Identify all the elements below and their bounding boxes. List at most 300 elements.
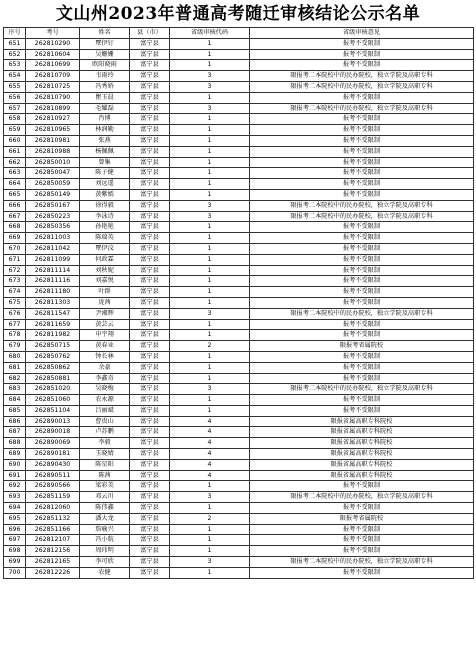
cell-name: 尹湘辉 [80, 308, 130, 319]
cell-exam-id: 262812107 [26, 535, 80, 546]
cell-opinion: 限报考二本院校中的民办院校，独立学院及高职专科 [250, 492, 474, 503]
cell-county: 富宁县 [130, 449, 170, 460]
cell-exam-id: 262811303 [26, 297, 80, 308]
cell-county: 富宁县 [130, 341, 170, 352]
header-opinion: 省级审核意见 [250, 28, 474, 39]
cell-name: 李可欣 [80, 557, 130, 568]
cell-name: 曹贵山 [80, 416, 130, 427]
cell-exam-id: 262890181 [26, 449, 80, 460]
cell-code: 1 [170, 351, 250, 362]
cell-name: 曾集 [80, 157, 130, 168]
cell-name: 李毅 [80, 438, 130, 449]
cell-code: 1 [170, 265, 250, 276]
cell-code: 4 [170, 427, 250, 438]
cell-seq: 693 [4, 492, 26, 503]
cell-opinion: 报考不受限制 [250, 546, 474, 557]
cell-county: 富宁县 [130, 535, 170, 546]
cell-county: 富宁县 [130, 524, 170, 535]
cell-exam-id: 262811180 [26, 287, 80, 298]
cell-opinion: 报考不受限制 [250, 405, 474, 416]
cell-code: 3 [170, 200, 250, 211]
cell-code: 3 [170, 492, 250, 503]
cell-seq: 665 [4, 189, 26, 200]
cell-exam-id: 262850047 [26, 168, 80, 179]
cell-name: 徐得毅 [80, 200, 130, 211]
cell-opinion: 报考不受限制 [250, 125, 474, 136]
document-title: 文山州2023年普通高考随迁审核结论公示名单 [55, 4, 421, 24]
cell-name: 农健 [80, 567, 130, 578]
cell-opinion: 报考不受限制 [250, 373, 474, 384]
cell-code: 4 [170, 449, 250, 460]
cell-opinion: 报考不受限制 [250, 330, 474, 341]
cell-name: 梁彩美 [80, 481, 130, 492]
cell-opinion: 限报考二本院校中的民办院校，独立学院及高职专科 [250, 384, 474, 395]
cell-county: 富宁县 [130, 351, 170, 362]
cell-name: 陈子健 [80, 168, 130, 179]
table-row [4, 287, 474, 298]
cell-seq: 674 [4, 287, 26, 298]
cell-seq: 689 [4, 449, 26, 460]
cell-exam-id: 262812226 [26, 567, 80, 578]
cell-name: 林润勤 [80, 125, 130, 136]
cell-seq: 686 [4, 416, 26, 427]
cell-exam-id: 262811547 [26, 308, 80, 319]
cell-opinion: 报考不受限制 [250, 276, 474, 287]
cell-seq: 681 [4, 362, 26, 373]
cell-code: 4 [170, 416, 250, 427]
cell-county: 富宁县 [130, 81, 170, 92]
cell-code: 1 [170, 535, 250, 546]
table-row [4, 254, 474, 265]
cell-seq: 691 [4, 470, 26, 481]
cell-county: 富宁县 [130, 503, 170, 514]
cell-seq: 672 [4, 265, 26, 276]
cell-exam-id: 262810790 [26, 92, 80, 103]
table-header [4, 28, 474, 39]
cell-county: 富宁县 [130, 416, 170, 427]
cell-seq: 664 [4, 179, 26, 190]
cell-county: 富宁县 [130, 243, 170, 254]
cell-exam-id: 262890511 [26, 470, 80, 481]
table-row [4, 92, 474, 103]
cell-name: 孙艳艳 [80, 222, 130, 233]
cell-seq: 696 [4, 524, 26, 535]
cell-opinion: 报考不受限制 [250, 49, 474, 60]
cell-opinion: 限报考二本院校中的民办院校，独立学院及高职专科 [250, 308, 474, 319]
cell-code: 4 [170, 459, 250, 470]
cell-seq: 667 [4, 211, 26, 222]
cell-exam-id: 262850010 [26, 157, 80, 168]
cell-opinion: 报考不受限制 [250, 265, 474, 276]
cell-exam-id: 262811116 [26, 276, 80, 287]
cell-name: 庞茜 [80, 297, 130, 308]
cell-exam-id: 262850862 [26, 362, 80, 373]
cell-county: 富宁县 [130, 319, 170, 330]
cell-county: 富宁县 [130, 125, 170, 136]
cell-name: 覃伊钉 [80, 38, 130, 49]
cell-exam-id: 262811042 [26, 243, 80, 254]
cell-exam-id: 262812156 [26, 546, 80, 557]
cell-opinion: 限报省属高职专科院校 [250, 438, 474, 449]
cell-opinion: 报考不受限制 [250, 481, 474, 492]
cell-name: 冯秀娇 [80, 81, 130, 92]
cell-exam-id: 262811114 [26, 265, 80, 276]
cell-name: 余豪 [80, 362, 130, 373]
cell-seq: 675 [4, 297, 26, 308]
cell-opinion: 限报考省属院校 [250, 341, 474, 352]
cell-county: 富宁县 [130, 200, 170, 211]
table-row [4, 265, 474, 276]
cell-exam-id: 262890069 [26, 438, 80, 449]
table-row [4, 351, 474, 362]
cell-exam-id: 262851060 [26, 395, 80, 406]
cell-county: 富宁县 [130, 297, 170, 308]
table-row [4, 557, 474, 568]
cell-code: 1 [170, 60, 250, 71]
cell-exam-id: 262810981 [26, 135, 80, 146]
cell-opinion: 报考不受限制 [250, 243, 474, 254]
cell-county: 富宁县 [130, 287, 170, 298]
cell-county: 富宁县 [130, 71, 170, 82]
cell-opinion: 报考不受限制 [250, 92, 474, 103]
cell-code: 1 [170, 395, 250, 406]
cell-opinion: 报考不受限制 [250, 524, 474, 535]
cell-opinion: 限报省属高职专科院校 [250, 449, 474, 460]
cell-county: 富宁县 [130, 135, 170, 146]
cell-seq: 684 [4, 395, 26, 406]
cell-county: 富宁县 [130, 481, 170, 492]
table-row [4, 395, 474, 406]
cell-code: 1 [170, 233, 250, 244]
table-row [4, 438, 474, 449]
cell-opinion: 限报考二本院校中的民办院校，独立学院及高职专科 [250, 103, 474, 114]
cell-county: 富宁县 [130, 114, 170, 125]
cell-county: 富宁县 [130, 92, 170, 103]
cell-exam-id: 262850167 [26, 200, 80, 211]
table-row [4, 503, 474, 514]
cell-name: 杨佩佩 [80, 146, 130, 157]
cell-name: 吴姗姗 [80, 49, 130, 60]
cell-name: 肖博 [80, 114, 130, 125]
cell-county: 富宁县 [130, 233, 170, 244]
cell-name: 覃伊汶 [80, 243, 130, 254]
table-row [4, 384, 474, 395]
table-row [4, 125, 474, 136]
cell-code: 1 [170, 157, 250, 168]
cell-name: 李泳诗 [80, 211, 130, 222]
header-row [4, 28, 474, 39]
cell-name: 刘秋妮 [80, 265, 130, 276]
cell-seq: 655 [4, 81, 26, 92]
cell-county: 富宁县 [130, 265, 170, 276]
header-code: 省级审核代码 [170, 28, 250, 39]
cell-county: 富宁县 [130, 146, 170, 157]
cell-name: 毛耀磊 [80, 103, 130, 114]
cell-code: 4 [170, 438, 250, 449]
cell-code: 3 [170, 308, 250, 319]
cell-exam-id: 262850881 [26, 373, 80, 384]
cell-seq: 698 [4, 546, 26, 557]
cell-exam-id: 262850059 [26, 179, 80, 190]
cell-county: 富宁县 [130, 384, 170, 395]
cell-seq: 656 [4, 92, 26, 103]
cell-code: 3 [170, 103, 250, 114]
table-body [4, 38, 474, 578]
cell-code: 1 [170, 179, 250, 190]
cell-county: 富宁县 [130, 492, 170, 503]
cell-exam-id: 262810290 [26, 38, 80, 49]
cell-opinion: 报考不受限制 [250, 567, 474, 578]
cell-county: 富宁县 [130, 330, 170, 341]
table-row [4, 60, 474, 71]
cell-county: 富宁县 [130, 567, 170, 578]
cell-seq: 680 [4, 351, 26, 362]
cell-county: 富宁县 [130, 222, 170, 233]
header-county: 县（市） [130, 28, 170, 39]
cell-county: 富宁县 [130, 470, 170, 481]
cell-county: 富宁县 [130, 427, 170, 438]
cell-name: 瞿玉晨 [80, 92, 130, 103]
cell-exam-id: 262850223 [26, 211, 80, 222]
cell-county: 富宁县 [130, 438, 170, 449]
cell-exam-id: 262810725 [26, 81, 80, 92]
cell-name: 陈瑞英 [80, 233, 130, 244]
cell-code: 1 [170, 567, 250, 578]
table-row [4, 49, 474, 60]
cell-name: 刘远遥 [80, 179, 130, 190]
cell-exam-id: 262850149 [26, 189, 80, 200]
cell-code: 1 [170, 481, 250, 492]
cell-opinion: 限报考二本院校中的民办院校，独立学院及高职专科 [250, 71, 474, 82]
header-exam-id: 考号 [26, 28, 80, 39]
cell-code: 1 [170, 189, 250, 200]
cell-seq: 697 [4, 535, 26, 546]
cell-county: 富宁县 [130, 546, 170, 557]
cell-name: 黄紫嫣 [80, 189, 130, 200]
cell-seq: 699 [4, 557, 26, 568]
cell-seq: 682 [4, 373, 26, 384]
cell-seq: 692 [4, 481, 26, 492]
cell-opinion: 报考不受限制 [250, 38, 474, 49]
cell-name: 李鑫奇 [80, 373, 130, 384]
cell-seq: 688 [4, 438, 26, 449]
cell-opinion: 报考不受限制 [250, 362, 474, 373]
cell-name: 农永源 [80, 395, 130, 406]
cell-code: 1 [170, 546, 250, 557]
table-row [4, 513, 474, 524]
cell-seq: 654 [4, 71, 26, 82]
cell-opinion: 报考不受限制 [250, 233, 474, 244]
table-row [4, 157, 474, 168]
results-table [3, 27, 474, 579]
cell-name: 申宇翔 [80, 330, 130, 341]
table-row [4, 535, 474, 546]
cell-name: 冯小航 [80, 535, 130, 546]
cell-code: 1 [170, 146, 250, 157]
cell-name: 欧阳晓雨 [80, 60, 130, 71]
cell-code: 3 [170, 557, 250, 568]
cell-opinion: 限报考二本院校中的民办院校，独立学院及高职专科 [250, 557, 474, 568]
cell-seq: 663 [4, 168, 26, 179]
cell-exam-id: 262810965 [26, 125, 80, 136]
cell-name: 卢苏鹏 [80, 427, 130, 438]
cell-exam-id: 262810604 [26, 49, 80, 60]
cell-opinion: 报考不受限制 [250, 222, 474, 233]
cell-exam-id: 262811099 [26, 254, 80, 265]
cell-code: 3 [170, 211, 250, 222]
cell-code: 1 [170, 92, 250, 103]
cell-seq: 690 [4, 459, 26, 470]
table-row [4, 179, 474, 190]
cell-exam-id: 262890430 [26, 459, 80, 470]
table-row [4, 492, 474, 503]
cell-seq: 676 [4, 308, 26, 319]
cell-name: 张燕 [80, 135, 130, 146]
cell-county: 富宁县 [130, 254, 170, 265]
cell-opinion: 限报考二本院校中的民办院校，独立学院及高职专科 [250, 81, 474, 92]
cell-county: 富宁县 [130, 513, 170, 524]
cell-exam-id: 262850356 [26, 222, 80, 233]
cell-county: 富宁县 [130, 405, 170, 416]
cell-exam-id: 262851020 [26, 384, 80, 395]
cell-code: 1 [170, 287, 250, 298]
cell-seq: 679 [4, 341, 26, 352]
cell-opinion: 报考不受限制 [250, 60, 474, 71]
cell-code: 1 [170, 276, 250, 287]
cell-name: 韦雨玲 [80, 71, 130, 82]
table-row [4, 211, 474, 222]
cell-county: 富宁县 [130, 395, 170, 406]
table-row [4, 243, 474, 254]
cell-county: 富宁县 [130, 60, 170, 71]
table-row [4, 373, 474, 384]
cell-opinion: 报考不受限制 [250, 146, 474, 157]
cell-exam-id: 262810709 [26, 71, 80, 82]
cell-opinion: 报考不受限制 [250, 114, 474, 125]
cell-opinion: 报考不受限制 [250, 319, 474, 330]
cell-county: 富宁县 [130, 211, 170, 222]
cell-code: 1 [170, 168, 250, 179]
cell-name: 周玮明 [80, 546, 130, 557]
cell-name: 潘大龙 [80, 513, 130, 524]
cell-exam-id: 262851132 [26, 513, 80, 524]
cell-opinion: 报考不受限制 [250, 503, 474, 514]
cell-code: 1 [170, 243, 250, 254]
cell-county: 富宁县 [130, 189, 170, 200]
table-row [4, 222, 474, 233]
cell-exam-id: 262851166 [26, 524, 80, 535]
cell-county: 富宁县 [130, 49, 170, 60]
cell-county: 富宁县 [130, 276, 170, 287]
cell-code: 1 [170, 297, 250, 308]
table-row [4, 405, 474, 416]
cell-exam-id: 262810988 [26, 146, 80, 157]
cell-exam-id: 262810699 [26, 60, 80, 71]
cell-county: 富宁县 [130, 157, 170, 168]
table-row [4, 524, 474, 535]
cell-name: 黄春业 [80, 341, 130, 352]
cell-name: 詹喻兴 [80, 524, 130, 535]
cell-seq: 695 [4, 513, 26, 524]
cell-opinion: 报考不受限制 [250, 179, 474, 190]
cell-opinion: 报考不受限制 [250, 189, 474, 200]
cell-seq: 670 [4, 243, 26, 254]
cell-seq: 661 [4, 146, 26, 157]
table-row [4, 362, 474, 373]
cell-county: 富宁县 [130, 459, 170, 470]
cell-seq: 652 [4, 49, 26, 60]
table-row [4, 135, 474, 146]
cell-county: 富宁县 [130, 103, 170, 114]
cell-exam-id: 262890018 [26, 427, 80, 438]
table-row [4, 459, 474, 470]
cell-seq: 651 [4, 38, 26, 49]
cell-seq: 700 [4, 567, 26, 578]
table-row [4, 416, 474, 427]
cell-exam-id: 262850762 [26, 351, 80, 362]
cell-seq: 659 [4, 125, 26, 136]
table-row [4, 103, 474, 114]
table-row [4, 470, 474, 481]
cell-code: 1 [170, 524, 250, 535]
cell-opinion: 报考不受限制 [250, 395, 474, 406]
cell-exam-id: 262851159 [26, 492, 80, 503]
table-row [4, 319, 474, 330]
cell-seq: 668 [4, 222, 26, 233]
table-row [4, 567, 474, 578]
cell-exam-id: 262890013 [26, 416, 80, 427]
cell-opinion: 限报考二本院校中的民办院校，独立学院及高职专科 [250, 211, 474, 222]
cell-opinion: 限报省属高职专科院校 [250, 459, 474, 470]
cell-seq: 678 [4, 330, 26, 341]
table-row [4, 546, 474, 557]
header-seq: 序号 [4, 28, 26, 39]
table-row [4, 233, 474, 244]
cell-name: 黄芸云 [80, 319, 130, 330]
cell-code: 3 [170, 384, 250, 395]
cell-code: 4 [170, 470, 250, 481]
cell-seq: 677 [4, 319, 26, 330]
cell-code: 1 [170, 222, 250, 233]
table-row [4, 330, 474, 341]
table-row [4, 189, 474, 200]
cell-opinion: 报考不受限制 [250, 287, 474, 298]
cell-exam-id: 262811003 [26, 233, 80, 244]
cell-name: 吕丽斌 [80, 405, 130, 416]
cell-name: 刘嘉悦 [80, 276, 130, 287]
cell-exam-id: 262850715 [26, 341, 80, 352]
cell-code: 1 [170, 405, 250, 416]
table-row [4, 71, 474, 82]
cell-code: 2 [170, 341, 250, 352]
cell-opinion: 限报考二本院校中的民办院校，独立学院及高职专科 [250, 200, 474, 211]
cell-exam-id: 262812165 [26, 557, 80, 568]
cell-code: 1 [170, 49, 250, 60]
cell-name: 叶群 [80, 287, 130, 298]
cell-opinion: 限报省属高职专科院校 [250, 427, 474, 438]
cell-seq: 694 [4, 503, 26, 514]
cell-opinion: 报考不受限制 [250, 535, 474, 546]
cell-opinion: 报考不受限制 [250, 157, 474, 168]
cell-exam-id: 262811982 [26, 330, 80, 341]
cell-county: 富宁县 [130, 168, 170, 179]
cell-name: 陈茜 [80, 470, 130, 481]
table-row [4, 168, 474, 179]
cell-name: 吴晓梅 [80, 384, 130, 395]
cell-name: 何政霖 [80, 254, 130, 265]
table-row [4, 481, 474, 492]
cell-code: 1 [170, 38, 250, 49]
